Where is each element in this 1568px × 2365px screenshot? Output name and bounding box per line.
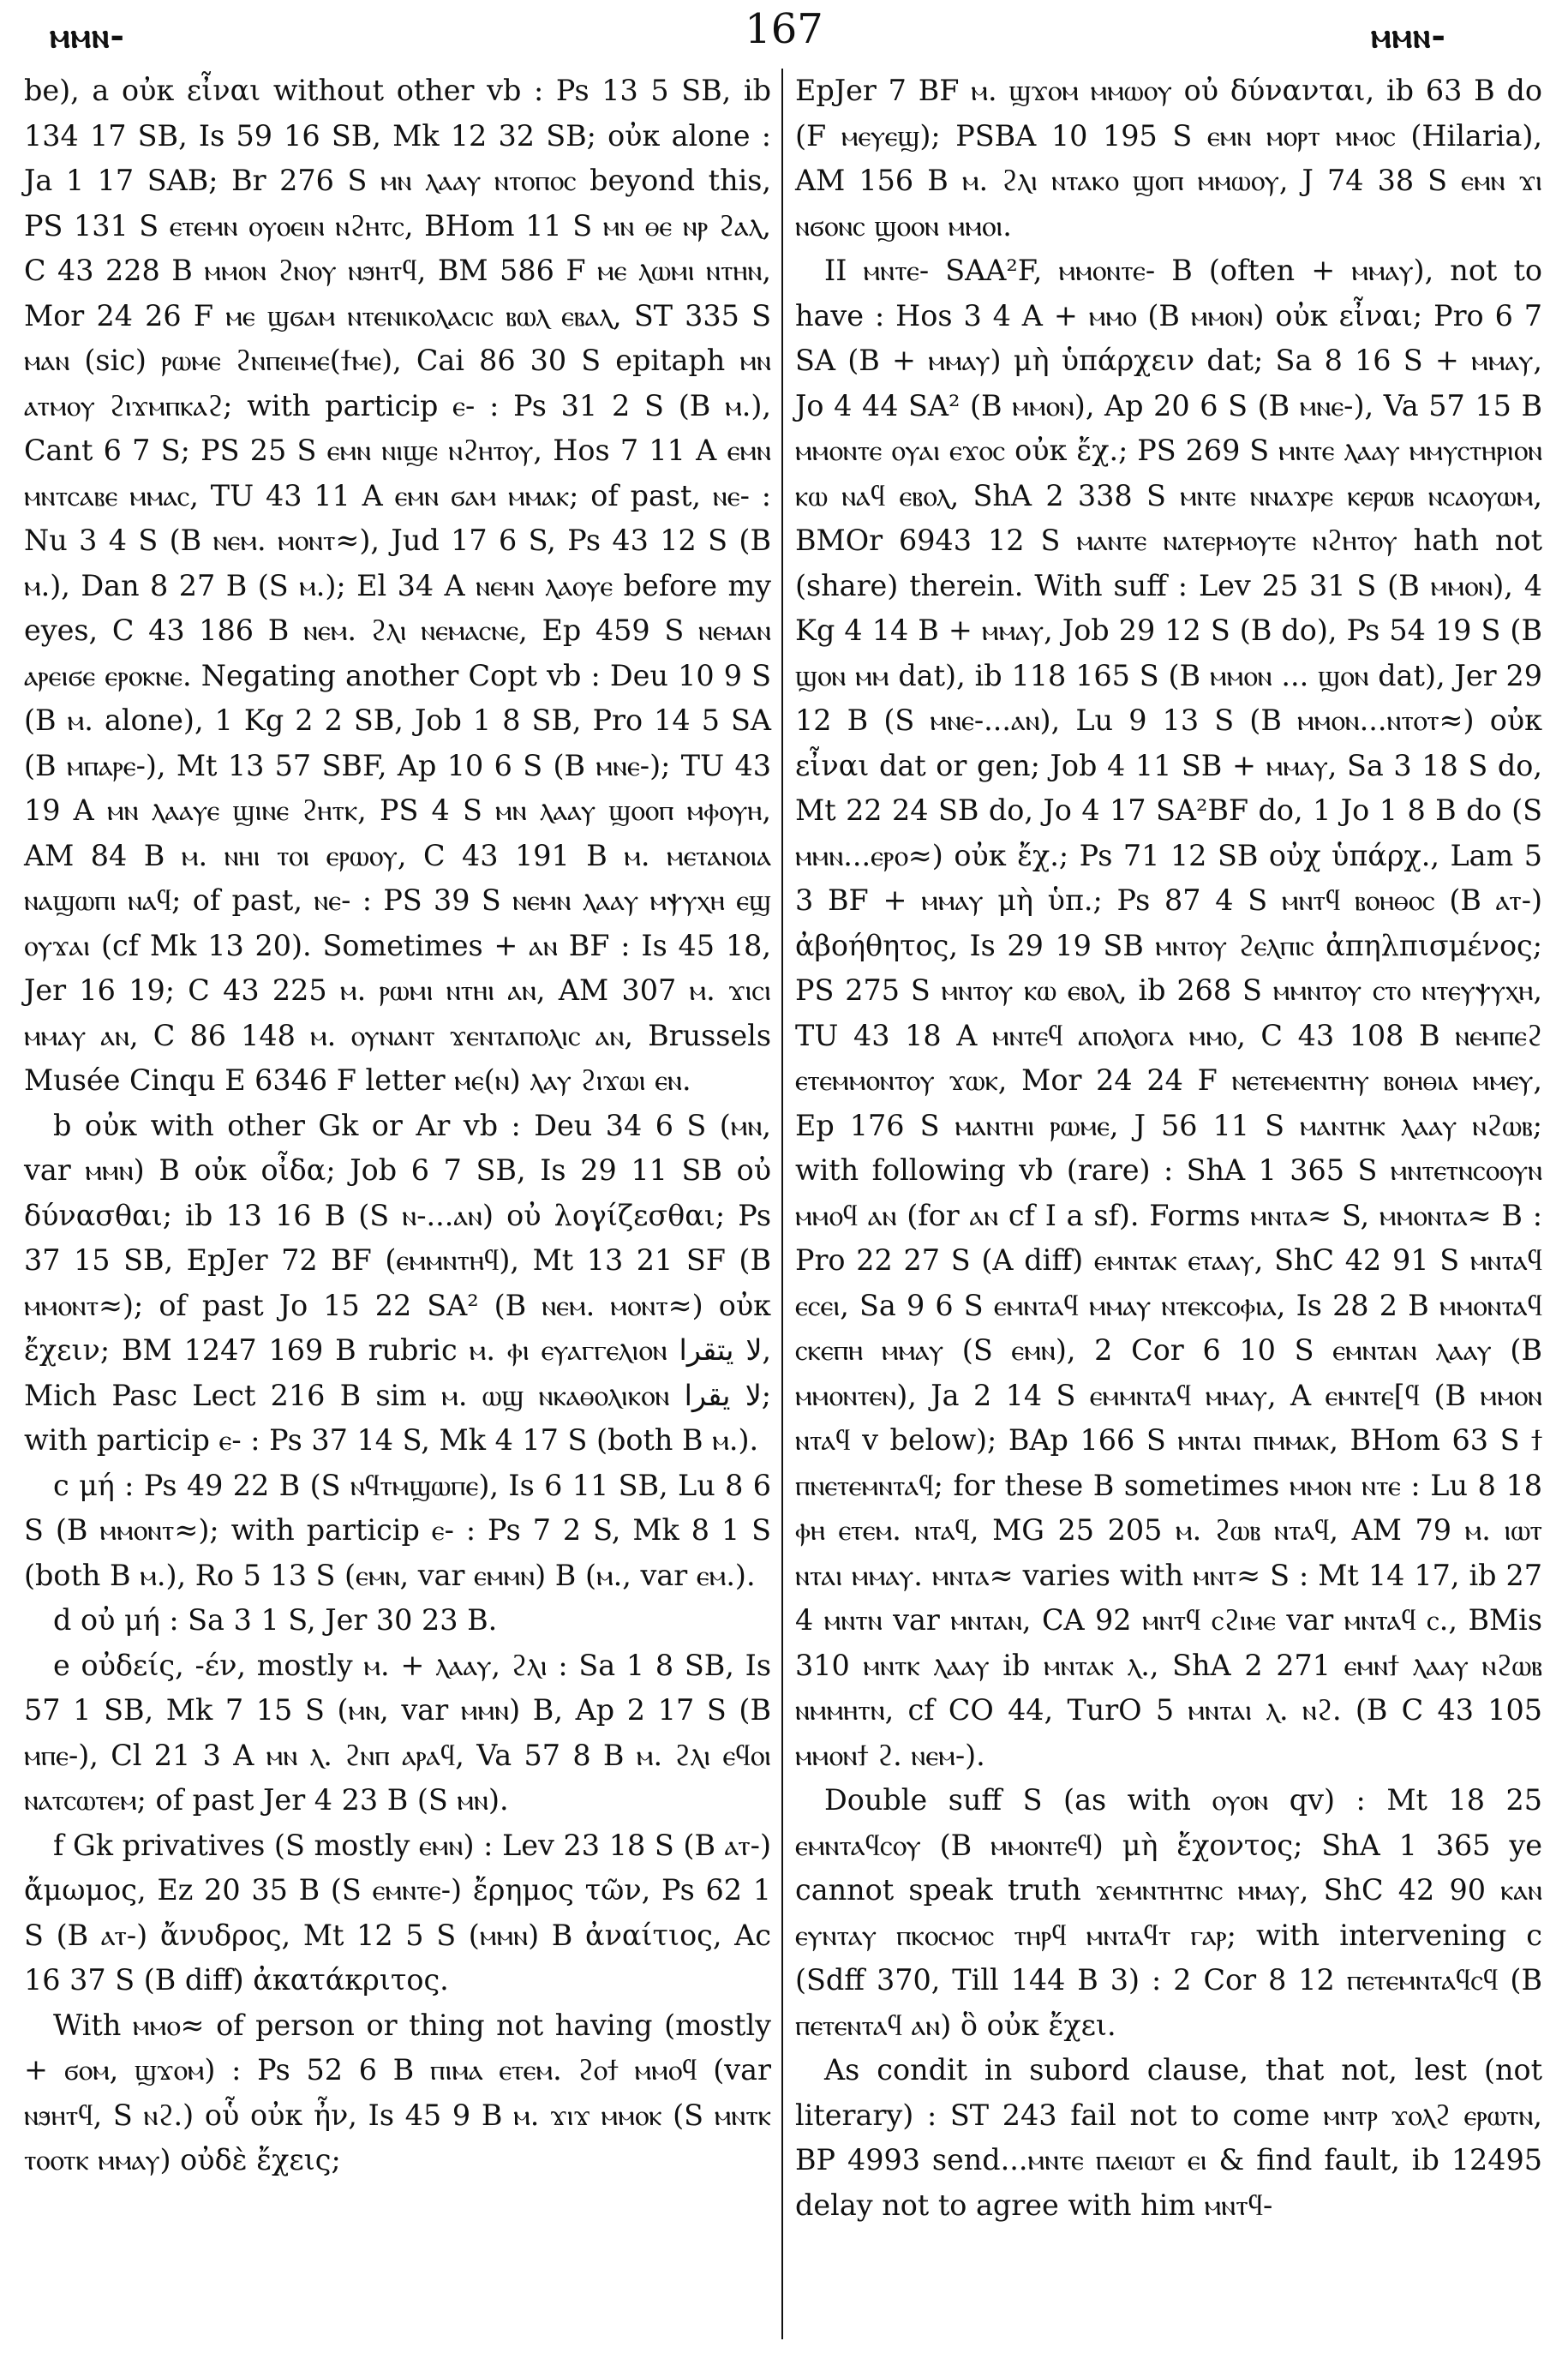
- entry-paragraph: b οὐκ with other Gk or Ar vb : Deu 34 6 S (ⲙⲛ, var ⲙⲙⲛ) B οὐκ οἶδα; Job 6 7 SB, Is 29 11 SB οὐ δύνασθαι; ib 13 16 B (S ⲛ-...ⲁⲛ) οὐ λογίζεσθαι; Ps 37 15 SB, EpJer 72 BF (ⲉⲙⲙⲛⲧⲏϥ), Mt 13 21 SF (B ⲙⲙⲟⲛⲧ≈); of past Jo 15 22 SA² (B ⲛⲉⲙ. ⲙⲟⲛⲧ≈) οὐκ ἔχειν; BM 1247 169 B rubric ⲙ. ⲫⲓ ⲉⲩⲁⲅⲅⲉⲗⲓⲟⲛ لا يتقرا, Mich Pasc Lect 216 B sim ⲙ. ⲱϣ ⲛⲕⲁⲑⲟⲗⲓⲕⲟⲛ لا يقرا; with particip ⲉ- : Ps 37 14 S, Mk 4 17 S (both B ⲙ.).: [24, 1108, 772, 1457]
- entry-paragraph: EpJer 7 BF ⲙ. ϣϫⲟⲙ ⲙⲙⲱⲟⲩ οὐ δύνανται, ib 63 B do (F ⲙⲉⲩⲉϣ); PSBA 10 195 S ⲉⲙⲛ ⲙⲟⲣⲧ ⲙⲙⲟⲥ (Hilaria), AM 156 B ⲙ. ϩⲗⲓ ⲛⲧⲁⲕⲟ ϣⲟⲡ ⲙⲙⲱⲟⲩ, J 74 38 S ⲉⲙⲛ ϫⲓ ⲛϭⲟⲛⲥ ϣⲟⲟⲛ ⲙⲙⲟⲓ.: [795, 74, 1542, 242]
- left-column: [24, 69, 771, 2183]
- entry-paragraph: be), a οὐκ εἶναι without other vb : Ps 13 5 SB, ib 134 17 SB, Is 59 16 SB, Mk 12 32 SB; οὐκ alone : Ja 1 17 SAB; Br 276 S ⲙⲛ ⲗⲁⲁⲩ ⲛⲧⲟⲡⲟⲥ beyond this, PS 131 S ⲉⲧⲉⲙⲛ ⲟⲩⲟⲉⲓⲛ ⲛϩⲏⲧⲥ, BHom 11 S ⲙⲛ ⲑⲉ ⲛⲣ ϩⲁⲗ, C 43 228 B ⲙⲙⲟⲛ ϩⲛⲟⲩ ⲛϧⲏⲧϥ, BM 586 F ⲙⲉ ⲗⲱⲙⲓ ⲛⲧⲏⲛ, Mor 24 26 F ⲙⲉ ϣϭⲁⲙ ⲛⲧⲉⲛⲓⲕⲟⲗⲁⲥⲓⲥ ⲃⲱⲗ ⲉⲃⲁⲗ, ST 335 S ⲙⲁⲛ (sic) ⲣⲱⲙⲉ ϩⲛⲡⲉⲓⲙⲉ(ϯⲙⲉ), Cai 86 30 S epitaph ⲙⲛ ⲁⲧⲙⲟⲩ ϩⲓϫⲙⲡⲕⲁϩ; with particip ⲉ- : Ps 31 2 S (B ⲙ.), Cant 6 7 S; PS 25 S ⲉⲙⲛ ⲛⲓϣⲉ ⲛϩⲏⲧⲟⲩ, Hos 7 11 A ⲉⲙⲛ ⲙⲛⲧⲥⲁⲃⲉ ⲙⲙⲁⲥ, TU 43 11 A ⲉⲙⲛ ϭⲁⲙ ⲙⲙⲁⲕ; of past, ⲛⲉ- : Nu 3 4 S (B ⲛⲉⲙ. ⲙⲟⲛⲧ≈), Jud 17 6 S, Ps 43 12 S (B ⲙ.), Dan 8 27 B (S ⲙ.); El 34 A ⲛⲉⲙⲛ ⲗⲁⲟⲩⲉ before my eyes, C 43 186 B ⲛⲉⲙ. ϩⲗⲓ ⲛⲉⲙⲁⲥⲛⲉ, Ep 459 S ⲛⲉⲙⲁⲛ ⲁⲣⲉⲓϭⲉ ⲉⲣⲟⲕⲛⲉ. Negating another Copt vb : Deu 10 9 S (B ⲙ. alone), 1 Kg 2 2 SB, Job 1 8 SB, Pro 14 5 SA (B ⲙⲡⲁⲣⲉ-), Mt 13 57 SBF, Ap 10 6 S (B ⲙⲛⲉ-); TU 43 19 A ⲙⲛ ⲗⲁⲁⲩⲉ ϣⲓⲛⲉ ϩⲏⲧⲕ, PS 4 S ⲙⲛ ⲗⲁⲁⲩ ϣⲟⲟⲡ ⲙⲫⲟⲩⲏ, AM 84 B ⲙ. ⲛⲏⲓ ⲧⲟⲓ ⲉⲣⲱⲟⲩ, C 43 191 B ⲙ. ⲙⲉⲧⲁⲛⲟⲓⲁ ⲛⲁϣⲱⲡⲓ ⲛⲁϥ; of past, ⲛⲉ- : PS 39 S ⲛⲉⲙⲛ ⲗⲁⲁⲩ ⲙⲯⲩⲭⲏ ⲉϣ ⲟⲩϫⲁⲓ (cf Mk 13 20). Sometimes + ⲁⲛ BF : Is 45 18, Jer 16 19; C 43 225 ⲙ. ⲣⲱⲙⲓ ⲛⲧⲏⲓ ⲁⲛ, AM 307 ⲙ. ϫⲓⲥⲓ ⲙⲙⲁⲩ ⲁⲛ, C 86 148 ⲙ. ⲟⲩⲛⲁⲛⲧ ϫⲉⲛⲧⲁⲡⲟⲗⲓⲥ ⲁⲛ, Brussels Musée Cinqu E 6346 F letter ⲙⲉ(ⲛ) ⲗⲁⲩ ϩⲓϫⲱⲓ ⲉⲛ.: [24, 74, 771, 1097]
- header-headword-right: ⲙⲙⲛ-: [1371, 15, 1447, 56]
- entry-paragraph: With ⲙⲙⲟ≈ of person or thing not having (mostly + ϭⲟⲙ, ϣϫⲟⲙ) : Ps 52 6 B ⲡⲓⲙⲁ ⲉⲧⲉⲙ. ϩⲟϯ ⲙⲙⲟϥ (var ⲛϧⲏⲧϥ, S ⲛϩ.) οὗ οὐκ ἦν, Is 45 9 B ⲙ. ϫⲓϫ ⲙⲙⲟⲕ (S ⲙⲛⲧⲕ ⲧⲟⲟⲧⲕ ⲙⲙⲁⲩ) οὐδὲ ἔχεις;: [24, 2008, 771, 2176]
- page-header: [0, 0, 1568, 69]
- entry-paragraph: c μή : Ps 49 22 B (S ⲛϥⲧⲙϣⲱⲡⲉ), Is 6 11 SB, Lu 8 6 S (B ⲙⲙⲟⲛⲧ≈); with particip ⲉ- : Ps 7 2 S, Mk 8 1 S (both B ⲙ.), Ro 5 13 S (ⲉⲙⲛ, var ⲉⲙⲙⲛ) B (ⲙ., var ⲉⲙ.).: [24, 1468, 771, 1592]
- header-headword-left: ⲙⲙⲛ-: [50, 15, 126, 56]
- entry-paragraph: f Gk privatives (S mostly ⲉⲙⲛ) : Lev 23 18 S (B ⲁⲧ-) ἄμωμος, Ez 20 35 B (S ⲉⲙⲛⲧⲉ-) ἔρημος τῶν, Ps 62 1 S (B ⲁⲧ-) ἄνυδρος, Mt 12 5 S (ⲙⲙⲛ) B ἀναίτιος, Ac 16 37 S (B diff) ἀκατάκριτος.: [24, 1828, 771, 1997]
- column-divider: [781, 69, 783, 2339]
- entry-paragraph: II ⲙⲛⲧⲉ- SAA²F, ⲙⲙⲟⲛⲧⲉ- B (often + ⲙⲙⲁⲩ), not to have : Hos 3 4 A + ⲙⲙⲟ (B ⲙⲙⲟⲛ) οὐκ εἶναι; Pro 6 7 SA (B + ⲙⲙⲁⲩ) μὴ ὑπάρχειν dat; Sa 8 16 S + ⲙⲙⲁⲩ, Jo 4 44 SA² (B ⲙⲙⲟⲛ), Ap 20 6 S (B ⲙⲛⲉ-), Va 57 15 B ⲙⲙⲟⲛⲧⲉ ⲟⲩⲁⲓ ⲉϫⲟⲥ οὐκ ἔχ.; PS 269 S ⲙⲛⲧⲉ ⲗⲁⲁⲩ ⲙⲙⲩⲥⲧⲏⲣⲓⲟⲛ ⲕⲱ ⲛⲁϥ ⲉⲃⲟⲗ, ShA 2 338 S ⲙⲛⲧⲉ ⲛⲛⲁϫⲣⲉ ⲕⲉⲣⲱⲃ ⲛⲥⲁⲟⲩⲱⲙ, BMOr 6943 12 S ⲙⲁⲛⲧⲉ ⲛⲁⲧⲉⲣⲙⲟⲩⲧⲉ ⲛϩⲏⲧⲟⲩ hath not (share) therein. With suff : Lev 25 31 S (B ⲙⲙⲟⲛ), 4 Kg 4 14 B + ⲙⲙⲁⲩ, Job 29 12 S (B do), Ps 54 19 S (B ϣⲟⲛ ⲙⲙ dat), ib 118 165 S (B ⲙⲙⲟⲛ ... ϣⲟⲛ dat), Jer 29 12 B (S ⲙⲛⲉ-...ⲁⲛ), Lu 9 13 S (B ⲙⲙⲟⲛ...ⲛⲧⲟⲧ≈) οὐκ εἶναι dat or gen; Job 4 11 SB + ⲙⲙⲁⲩ, Sa 3 18 S do, Mt 22 24 SB do, Jo 4 17 SA²BF do, 1 Jo 1 8 B do (S ⲙⲙⲛ...ⲉⲣⲟ≈) οὐκ ἔχ.; Ps 71 12 SB οὐχ ὑπάρχ., Lam 5 3 BF + ⲙⲙⲁⲩ μὴ ὑπ.; Ps 87 4 S ⲙⲛⲧϥ ⲃⲟⲏⲑⲟⲥ (B ⲁⲧ-) ἀβοήθητος, Is 29 19 SB ⲙⲛⲧⲟⲩ ϩⲉⲗⲡⲓⲥ ἀπηλπισμένος; PS 275 S ⲙⲛⲧⲟⲩ ⲕⲱ ⲉⲃⲟⲗ, ib 268 S ⲙⲙⲛⲧⲟⲩ ⲥⲧⲟ ⲛⲧⲉⲩⲯⲩⲭⲏ, TU 43 18 A ⲙⲛⲧⲉϥ ⲁⲡⲟⲗⲟⲅⲁ ⲙⲙⲟ, C 43 108 B ⲛⲉⲙⲡⲉϩ ⲉⲧⲉⲙⲙⲟⲛⲧⲟⲩ ϫⲱⲕ, Mor 24 24 F ⲛⲉⲧⲉⲙⲉⲛⲧⲏⲩ ⲃⲟⲏⲑⲓⲁ ⲙⲙⲉⲩ, Ep 176 S ⲙⲁⲛⲧⲏⲓ ⲣⲱⲙⲉ, J 56 11 S ⲙⲁⲛⲧⲏⲕ ⲗⲁⲁⲩ ⲛϩⲱⲃ; with following vb (rare) : ShA 1 365 S ⲙⲛⲧⲉⲧⲛⲥⲟⲟⲩⲛ ⲙⲙⲟϥ ⲁⲛ (for ⲁⲛ cf I a sf). Forms ⲙⲛⲧⲁ≈ S, ⲙⲙⲟⲛⲧⲁ≈ B : Pro 22 27 S (A diff) ⲉⲙⲛⲧⲁⲕ ⲉⲧⲁⲁⲩ, ShC 42 91 S ⲙⲛⲧⲁϥ ⲉⲥⲉⲓ, Sa 9 6 S ⲉⲙⲛⲧⲁϥ ⲙⲙⲁⲩ ⲛⲧⲉⲕⲥⲟⲫⲓⲁ, Is 28 2 B ⲙⲙⲟⲛⲧⲁϥ ⲥⲕⲉⲡⲏ ⲙⲙⲁⲩ (S ⲉⲙⲛ), 2 Cor 6 10 S ⲉⲙⲛⲧⲁⲛ ⲗⲁⲁⲩ (B ⲙⲙⲟⲛⲧⲉⲛ), Ja 2 14 S ⲉⲙⲙⲛⲧⲁϥ ⲙⲙⲁⲩ, A ⲉⲙⲛⲧⲉ[ϥ (B ⲙⲙⲟⲛ ⲛⲧⲁϥ v below); BAp 166 S ⲙⲛⲧⲁⲓ ⲡⲙⲙⲁⲕ, BHom 63 S ϯ ⲡⲛⲉⲧⲉⲙⲛⲧⲁϥ; for these B sometimes ⲙⲙⲟⲛ ⲛⲧⲉ : Lu 8 18 ⲫⲏ ⲉⲧⲉⲙ. ⲛⲧⲁϥ, MG 25 205 ⲙ. ϩⲱⲃ ⲛⲧⲁϥ, AM 79 ⲙ. ⲓⲱⲧ ⲛⲧⲁⲓ ⲙⲙⲁⲩ. ⲙⲛⲧⲁ≈ varies with ⲙⲛⲧ≈ S : Mt 14 17, ib 27 4 ⲙⲛⲧⲛ var ⲙⲛⲧⲁⲛ, CA 92 ⲙⲛⲧϥ ⲥϩⲓⲙⲉ var ⲙⲛⲧⲁϥ ⲥ., BMis 310 ⲙⲛⲧⲕ ⲗⲁⲁⲩ ib ⲙⲛⲧⲁⲕ ⲗ., ShA 2 271 ⲉⲙⲛϯ ⲗⲁⲁⲩ ⲛϩⲱⲃ ⲛⲙⲙⲏⲧⲛ, cf CO 44, TurO 5 ⲙⲛⲧⲁⲓ ⲗ. ⲛϩ. (B C 43 105 ⲙⲙⲟⲛϯ ϩ. ⲛⲉⲙ-).: [795, 254, 1542, 1772]
- entry-paragraph: As condit in subord clause, that not, lest (not literary) : ST 243 fail not to come ⲙⲛⲧⲣ ϫⲟⲗϩ ⲉⲣⲱⲧⲛ, BP 4993 send...ⲙⲛⲧⲉ ⲡⲁⲉⲓⲱⲧ ⲉⲓ & find fault, ib 12495 delay not to agree with him ⲙⲛⲧϥ-: [795, 2053, 1542, 2222]
- page-number: 167: [745, 5, 823, 53]
- entry-paragraph: e οὐδείς, -έν, mostly ⲙ. + ⲗⲁⲁⲩ, ϩⲗⲓ : Sa 1 8 SB, Is 57 1 SB, Mk 7 15 S (ⲙⲛ, var ⲙⲙⲛ) B, Ap 2 17 S (B ⲙⲡⲉ-), Cl 21 3 A ⲙⲛ ⲗ. ϩⲛⲡ ⲁⲣⲁϥ, Va 57 8 B ⲙ. ϩⲗⲓ ⲉϥⲟⲓ ⲛⲁⲧⲥⲱⲧⲉⲙ; of past Jer 4 23 B (S ⲙⲛ).: [24, 1648, 771, 1817]
- entry-paragraph: Double suff S (as with ⲟⲩⲟⲛ qv) : Mt 18 25 ⲉⲙⲛⲧⲁϥⲥⲟⲩ (B ⲙⲙⲟⲛⲧⲉϥ) μὴ ἔχοντος; ShA 1 365 ye cannot speak truth ϫⲉⲙⲛⲧⲏⲧⲛⲥ ⲙⲙⲁⲩ, ShC 42 90 ⲕⲁⲛ ⲉⲩⲛⲧⲁⲩ ⲡⲕⲟⲥⲙⲟⲥ ⲧⲏⲣϥ ⲙⲛⲧⲁϥⲧ ⲅⲁⲣ; with intervening c (Sdff 370, Till 144 B 3) : 2 Cor 8 12 ⲡⲉⲧⲉⲙⲛⲧⲁϥⲥϥ (B ⲡⲉⲧⲉⲛⲧⲁϥ ⲁⲛ) ὃ οὐκ ἔχει.: [795, 1783, 1542, 2042]
- right-column: [795, 69, 1542, 2228]
- entry-paragraph: d οὐ μή : Sa 3 1 S, Jer 30 23 B.: [53, 1603, 498, 1637]
